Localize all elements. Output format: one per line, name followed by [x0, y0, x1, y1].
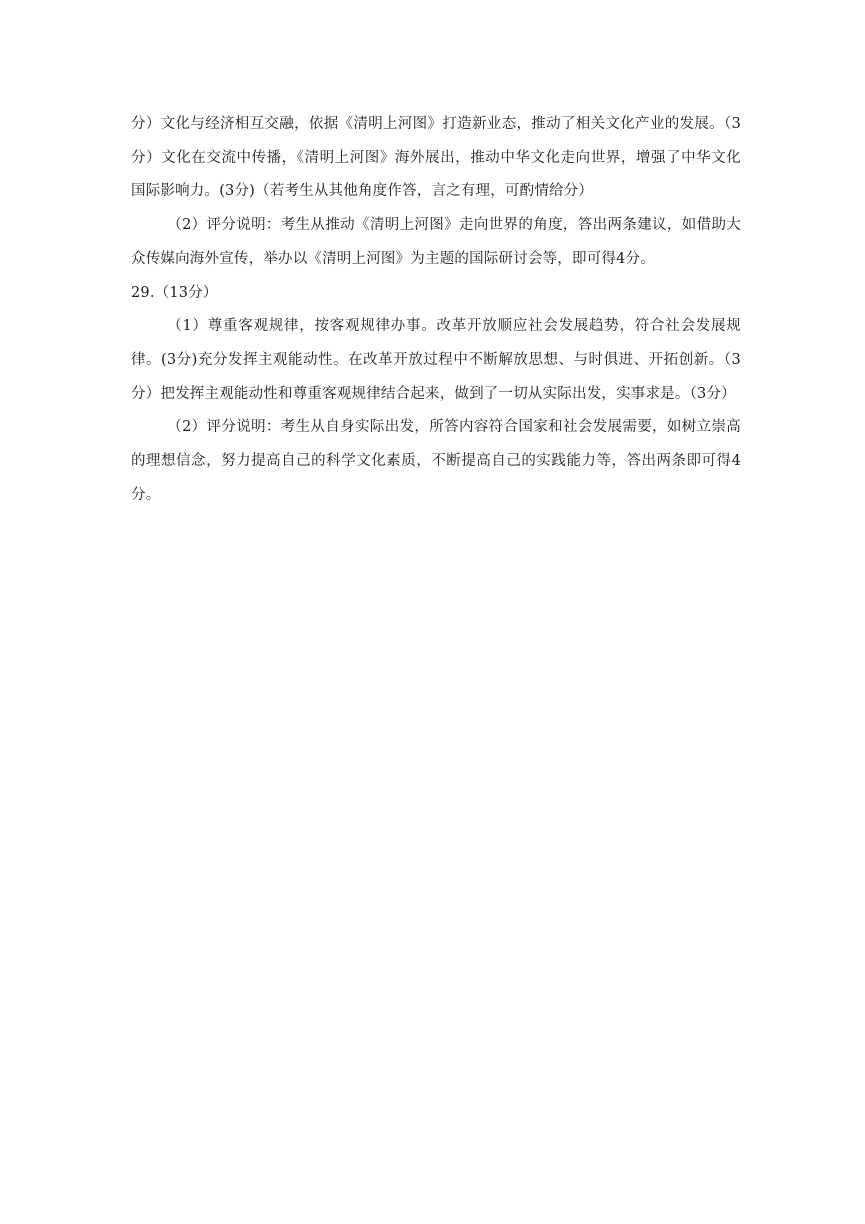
answer-paragraph-q29-part2: （2）评分说明：考生从自身实际出发，所答内容符合国家和社会发展需要，如树立崇高的理想信念，努力提高自己的科学文化素质，不断提高自己的实践能力等，答出两条即可得4分。 [131, 419, 741, 503]
answer-paragraph-continued: 分）文化与经济相互交融，依据《清明上河图》打造新业态，推动了相关文化产业的发展。（3分）文化在交流中传播，《清明上河图》海外展出，推动中华文化走向世界，增强了中华文化国际影响力。(3分)（若考生从其他角度作答，言之有理，可酌情给分） [131, 116, 741, 200]
answer-paragraph-q29-part1: （1）尊重客观规律，按客观规律办事。改革开放顺应社会发展趋势，符合社会发展规律。(3分)充分发挥主观能动性。在改革开放过程中不断解放思想、与时俱进、开拓创新。（3分）把发挥主观能动性和尊重客观规律结合起来，做到了一切从实际出发，实事求是。（3分） [131, 318, 741, 402]
question-number-29: 29.（13分） [131, 284, 218, 301]
answer-paragraph-q28-part2: （2）评分说明：考生从推动《清明上河图》走向世界的角度，答出两条建议，如借助大众传媒向海外宣传，举办以《清明上河图》为主题的国际研讨会等，即可得4分。 [131, 217, 741, 267]
answer-text-block [131, 108, 741, 512]
